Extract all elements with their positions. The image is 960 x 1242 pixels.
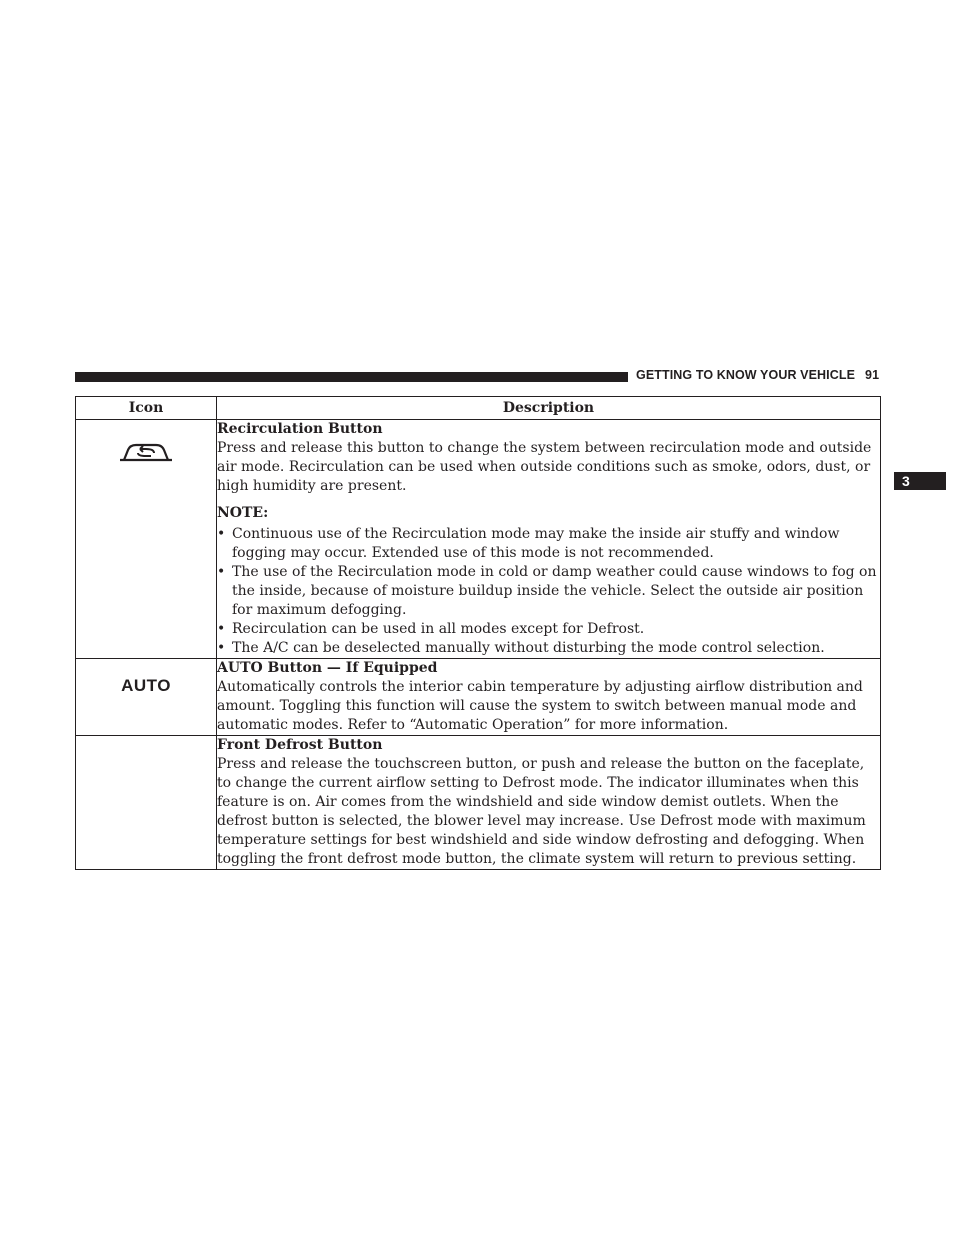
table-header-row	[76, 397, 881, 420]
list-item: • The use of the Recirculation mode in cold or damp weather could cause windows to fog on the inside, because of moisture buildup inside the vehicle. Select the outside air position for maximum defogging.	[217, 563, 880, 620]
chapter-tab: 3	[894, 472, 946, 490]
header-rule	[75, 372, 628, 382]
section-title: GETTING TO KNOW YOUR VEHICLE	[636, 368, 856, 382]
description-cell	[217, 420, 881, 659]
row-body: Press and release the touchscreen button, or push and release the button on the faceplate, to change the current airflow setting to Defrost mode. The indicator illuminates when this feature is on. Air comes from the windshield and side window demist outlets. When the defrost button is selected, the blower level may increase. Use Defrost mode with maximum temperature settings for best windshield and side window defrosting and defogging. When toggling the front defrost mode button, the climate system will return to previous setting.	[217, 756, 866, 867]
table-row-recirculation	[76, 420, 881, 659]
description-cell	[217, 659, 881, 736]
row-title: Front Defrost Button	[217, 737, 383, 753]
list-item: • Continuous use of the Recirculation mode may make the inside air stuffy and window fogging may occur. Extended use of this mode is not recommended.	[217, 525, 880, 563]
note-label: NOTE:	[217, 505, 269, 521]
row-title: Recirculation Button	[217, 421, 383, 437]
row-body: Press and release this button to change the system between recirculation mode and outside air mode. Recirculation can be used when outside conditions such as smoke, odors, dust, or high humidity are present.	[217, 440, 872, 494]
column-header-description: Description	[217, 397, 881, 420]
icon-cell	[76, 420, 217, 659]
table-row-front-defrost	[76, 736, 881, 870]
recirculation-icon	[118, 440, 174, 466]
list-item: • The A/C can be deselected manually without disturbing the mode control selection.	[217, 639, 880, 658]
table-row-auto	[76, 659, 881, 736]
page-header	[636, 368, 882, 382]
icon-description-table	[75, 396, 881, 870]
row-title: AUTO Button — If Equipped	[217, 660, 438, 676]
description-cell	[217, 736, 881, 870]
column-header-icon: Icon	[76, 397, 217, 420]
icon-cell	[76, 659, 217, 736]
page-number: 91	[865, 368, 880, 382]
list-item: • Recirculation can be used in all modes except for Defrost.	[217, 620, 880, 639]
row-body: Automatically controls the interior cabin temperature by adjusting airflow distribution and amount. Toggling this function will cause the system to switch between manual mode and automatic modes. Refer to “Automatic Operation” for more information.	[217, 679, 863, 733]
auto-icon: AUTO	[121, 676, 171, 695]
note-bullet-list	[217, 525, 880, 658]
icon-cell	[76, 736, 217, 870]
